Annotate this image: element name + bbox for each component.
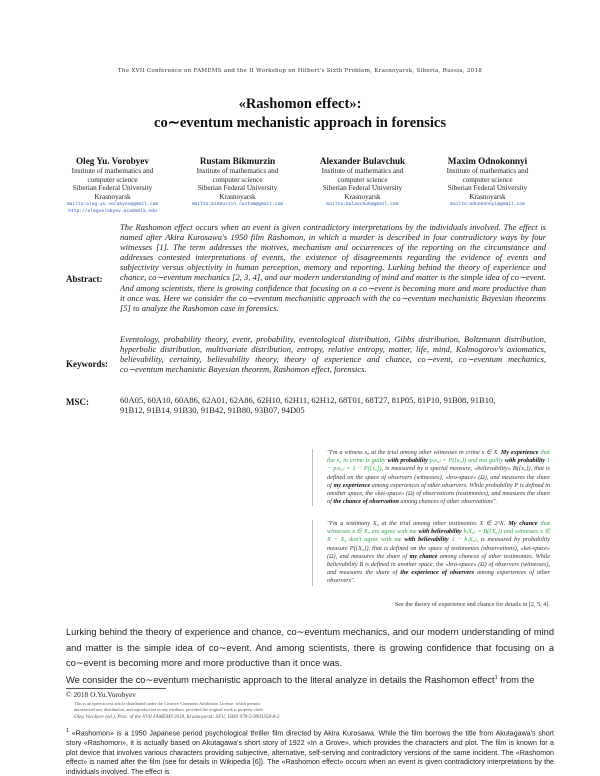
quote-emphasis: My experience (500, 449, 539, 456)
author-homepage-link[interactable]: http://olegvorobyev.academia.edu (68, 209, 157, 215)
quote-highlight: and witnesses x ∈ X − X₀ don't agree with me (327, 528, 551, 544)
quote-emphasis: My chance (508, 520, 538, 527)
footnote-rule (66, 688, 166, 689)
witness-quote (312, 449, 550, 506)
license-line: This is an open-access article distributed under the Creative Commons Attribution License, which permits (74, 701, 261, 706)
quote-text: among experiences of other observers. While probability P is defined in another space, the «ket-space» (Ω) of observations (testimonies), and measures the share of (327, 481, 551, 506)
author-email-link[interactable]: mailto:bikmurzin.rustam@gmail.com (191, 202, 284, 208)
author-name: Oleg Yu. Vorobyev (76, 156, 149, 166)
author-city: Krasnoyarsk (94, 192, 131, 201)
citation-line: Oleg Vorobyev (ed.), Proc. of the XVII FAMEMS'2018, Krasnoyarsk: SFU, ISBN 978-5-9903358-8-2 (74, 714, 280, 720)
license-text (74, 701, 314, 713)
author-university: Siberian Federal University (447, 184, 528, 193)
author-affiliation: computer science (462, 175, 513, 184)
abstract-section (66, 222, 546, 334)
author-email-link[interactable]: mailto:odnokonnyi@gmail.com (450, 202, 525, 208)
author-name: Maxim Odnokonnyi (447, 156, 528, 166)
paper-title (0, 95, 600, 133)
msc-codes-line: 60A05, 60A10, 60A86, 62A01, 62A86, 62H10, 62H11, 62H12, 68T01, 68T27, 81P05, 81P10, 91B08, 91B10, (120, 395, 496, 405)
author-block (300, 155, 425, 215)
quote-footnote: See the theory of experience and chance for details in [2, 5, 4]. (394, 601, 550, 608)
body-paragraph-2 (66, 671, 554, 687)
quote-formula: 1 − p₍x₀₎ = 1 − P({x₀}) (327, 457, 551, 473)
quote-highlight: with probability (504, 457, 546, 465)
author-block (50, 155, 175, 215)
body-paragraph: Lurking behind the theory of experience and chance, co∼eventum mechanics, and our modern understanding of mind and matter is the simple idea of co∼event. And among scientists, there is growing confidence that focusing on a co∼event is becoming more and more productive than it once was. (66, 627, 554, 669)
author-block (425, 155, 550, 215)
quote-highlight: with probability (387, 457, 428, 465)
author-affiliation: computer science (212, 175, 263, 184)
author-affiliation: Institute of mathematics and (71, 167, 154, 175)
author-list (50, 155, 550, 215)
quote-emphasis: the experience of observers (400, 569, 475, 577)
quote-formula: 1 − b₍X₀₎ (451, 536, 477, 544)
testimony-quote-text (312, 520, 550, 586)
author-affiliation: Institute of mathematics and (321, 167, 404, 175)
quote-highlight: with believability (418, 528, 462, 536)
quote-formula: p₍x₀₎ = P({x₀}) (429, 457, 467, 465)
author-email-link[interactable]: mailto:bulavchuk@gmail.com (326, 202, 399, 208)
license-line: unrestricted use, distribution, and reproduction in any medium, provided the original work is properly cited. (74, 707, 264, 712)
author-block (175, 155, 300, 215)
body-text: We consider the co∼eventum mechanistic approach to the literal analyze in details the Rashomon effect (66, 675, 495, 686)
keywords-label: Keywords: (66, 359, 108, 369)
footnote (66, 727, 554, 775)
quote-highlight: with believability (404, 536, 449, 544)
abstract-text: The Rashomon effect occurs when an event is given contradictory interpretations by the individuals involved. The effect is named after Akira Kurosawa's 1950 film Rashomon, in which a murder is described in four contradictory ways by four witnesses [1]. The term addresses the motives, mechanism and occurrences of the reporting on the circumstance and addresses contested interpretations of events, the existence of disagreements regarding the evidence of events and subjectivity versus objectivity in human perception, memory and reporting. Lurking behind the theory of experience and chance, co∼eventum mechanics [2, 3, 4], and our modern understanding of mind and matter is the simple idea of co∼event. And among scientists, there is growing confidence that focusing on a co∼event is becoming more and more productive than it once was. Here we consider the co∼eventum mechanistic approach with the co∼eventum mechanistic Bayesian theorems [5] to analyze the Rashomon case in forensics. (120, 222, 546, 313)
title-line-2: co∼eventum mechanistic approach in forensics (154, 115, 446, 131)
quote-formula: b₍X₀₎ = B({X₀}) (463, 528, 503, 536)
author-affiliation: Institute of mathematics and (196, 167, 279, 175)
quote-emphasis: the chance of observation (333, 498, 399, 506)
keywords-text: Eventology, probability theory, event, probability, eventological distribution, Gibbs distribution, Boltzmann distribution, hyperbolic distribution, multivariate distribution, entropy, relative entropy, matter, life, mind, Kolmogorov's axiomatics, believability, certainty, believability theory, theory of experience and chance, co∼event, co∼eventum mechanics, co∼eventum mechanistic Bayesian theorem, Rashomon effect, forensics. (120, 334, 546, 375)
keywords-section (66, 334, 546, 394)
author-city: Krasnoyarsk (344, 192, 381, 201)
author-city: Krasnoyarsk (469, 192, 506, 201)
author-university: Siberian Federal University (197, 184, 278, 193)
witness-quote-text (312, 449, 550, 506)
footnote-mark: 1 (66, 728, 70, 734)
quote-text: , is measured by probability measure P({X₀}), that is defined on the space of testimonies (observations), «ket-space» (Ω), and measures the share of (327, 536, 550, 560)
author-university: Siberian Federal University (72, 184, 153, 193)
author-name: Alexander Bulavchuk (319, 156, 406, 166)
msc-label: MSC: (66, 397, 89, 407)
abstract-label: Abstract: (66, 274, 103, 284)
quote-highlight: that the x₀ in crime is guilty (327, 449, 551, 465)
quote-text: "I'm a witness x₀ at the trial among other witnesses in crime x ∈ X. (327, 449, 499, 456)
footnote-ref[interactable]: 1 (494, 675, 498, 681)
quote-text: among chances of other observations". (400, 498, 498, 506)
msc-codes (120, 395, 546, 415)
author-affiliation: computer science (337, 175, 388, 184)
author-name: Rustam Bikmurzin (199, 156, 276, 166)
footnote-text: «Rashomon» is a 1950 Japanese period psychological thriller film directed by Akira Kurosawa. While the film borrows the title from Akutagawa's short story «Rashomon», it is actually based on Akutagawa's short story of 1922 «In a Grove», which provides the characters and plot. The film is known for a plot device that involves various characters providing subjective, alternative, self-serving and contradictory versions of the same incident. The «Rashomon effect» is named after the film (see for details in Wikipedia [6]). The «Rashomon effect» occurs when an event is given contradictory interpretations by the individuals involved. The effect is (66, 729, 554, 775)
quote-text: "I'm a testimony X₀ at the trial among other testimonies X ∈ 2^X. (327, 520, 506, 527)
quote-text: among chances of other testimonies. While believability B is defined in another space, the «bra-space» (Ω) of observers (witnesses), and measures the share of (327, 552, 551, 577)
msc-codes-line: 91B12, 91B14, 91B30, 91B42, 91B80, 93B07, 94D05 (120, 405, 305, 416)
author-affiliation: Institute of mathematics and (446, 167, 529, 175)
quote-highlight: that witnesses x ∈ X₀ are agree with me (327, 520, 551, 536)
quote-text: among experiences of other observers". (327, 569, 551, 585)
quote-highlight: and not guilty (468, 457, 503, 465)
author-affiliation: computer science (87, 175, 138, 184)
title-line-1: «Rashomon effect»: (238, 96, 362, 112)
conference-header: The XVII Conference on FAMEMS and the II Workshop on Hilbert's Sixth Problem, Krasnoyarsk, Siberia, Russia, 2018 (117, 68, 483, 74)
body-text: from the (500, 675, 535, 686)
author-university: Siberian Federal University (322, 184, 403, 193)
msc-section (66, 395, 546, 419)
testimony-quote (312, 520, 550, 586)
quote-text: , is measured by a special measure, «believability» B({x₀}), that is defined on the space of observers (witnesses), «bra-space» (Ω), and measures the share of (327, 465, 550, 489)
quote-emphasis: my chance (409, 552, 438, 560)
quote-emphasis: my experience (333, 481, 371, 489)
author-city: Krasnoyarsk (219, 192, 256, 201)
author-email-link[interactable]: mailto:oleg.yu.vorobyev@gmail.com (66, 202, 159, 208)
copyright-line: © 2018 O.Yu.Vorobyev (66, 690, 136, 699)
